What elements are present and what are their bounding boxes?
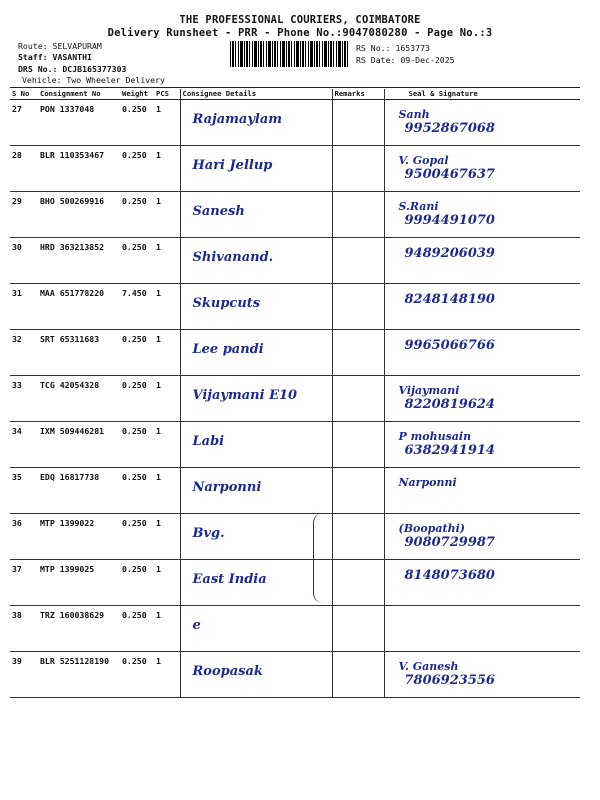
row-sno: 30 xyxy=(10,238,38,284)
header-divider xyxy=(10,87,580,88)
row-weight: 0.250 xyxy=(120,606,154,652)
row-consignment: HRD 363213852 xyxy=(38,238,120,284)
row-weight: 0.250 xyxy=(120,468,154,514)
signature-handwriting xyxy=(399,246,579,261)
signature-handwriting xyxy=(399,292,579,307)
signature-name: V. Ganesh xyxy=(398,660,459,673)
row-consignee xyxy=(180,468,332,514)
row-consignment: PON 1337048 xyxy=(38,100,120,146)
signature-phone: 9080729987 xyxy=(404,535,495,550)
row-sno: 38 xyxy=(10,606,38,652)
consignee-handwriting: Narponni xyxy=(192,480,262,495)
rs-no-line xyxy=(356,43,430,53)
row-pcs: 1 xyxy=(154,468,180,514)
signature-phone: 9489206039 xyxy=(404,246,495,261)
row-weight: 0.250 xyxy=(120,330,154,376)
table-body xyxy=(10,100,580,698)
consignee-handwriting: Bvg. xyxy=(192,526,225,541)
table-row xyxy=(10,100,580,146)
row-sno: 27 xyxy=(10,100,38,146)
row-sno: 34 xyxy=(10,422,38,468)
company-title: THE PROFESSIONAL COURIERS, COIMBATORE xyxy=(179,14,421,26)
consignee-handwriting: Skupcuts xyxy=(192,296,261,311)
row-remarks xyxy=(332,284,384,330)
signature-phone: 9952867068 xyxy=(404,121,495,136)
row-weight: 7.450 xyxy=(120,284,154,330)
drs-line xyxy=(18,64,126,74)
col-remarks: Remarks xyxy=(332,89,384,100)
signature-phone: 7806923556 xyxy=(404,673,495,688)
row-weight: 0.250 xyxy=(120,238,154,284)
consignee-handwriting: Rajamaylam xyxy=(192,112,283,127)
table-row xyxy=(10,238,580,284)
table-row xyxy=(10,514,580,560)
consignee-handwriting: Hari Jellup xyxy=(192,158,273,173)
signature-name: (Boopathi) xyxy=(398,522,465,535)
signature-name: V. Gopal xyxy=(398,154,449,167)
col-seal: Seal & Signature xyxy=(384,89,580,100)
row-consignee xyxy=(180,192,332,238)
row-weight: 0.250 xyxy=(120,192,154,238)
rs-no-value: 1653773 xyxy=(395,43,430,53)
col-consignee: Consignee Details xyxy=(180,89,332,100)
row-weight: 0.250 xyxy=(120,514,154,560)
row-consignment: SRT 65311683 xyxy=(38,330,120,376)
signature-name: Narponni xyxy=(398,476,457,489)
row-remarks xyxy=(332,330,384,376)
row-signature xyxy=(384,606,580,652)
row-remarks xyxy=(332,238,384,284)
table-row xyxy=(10,468,580,514)
row-pcs: 1 xyxy=(154,606,180,652)
row-remarks xyxy=(332,468,384,514)
signature-handwriting xyxy=(399,522,579,550)
row-signature xyxy=(384,514,580,560)
row-consignment: MAA 651778220 xyxy=(38,284,120,330)
col-pcs: PCS xyxy=(154,89,180,100)
row-pcs: 1 xyxy=(154,284,180,330)
rs-date-line xyxy=(356,55,455,65)
row-consignee xyxy=(180,238,332,284)
rs-no-label: RS No.: xyxy=(356,43,391,53)
table-row xyxy=(10,422,580,468)
row-remarks xyxy=(332,606,384,652)
consignee-handwriting: Shivanand. xyxy=(192,250,274,265)
row-pcs: 1 xyxy=(154,560,180,606)
row-consignment: BLR 110353467 xyxy=(38,146,120,192)
row-signature xyxy=(384,376,580,422)
staff-value: VASANTHI xyxy=(52,52,92,62)
table-row xyxy=(10,376,580,422)
row-pcs: 1 xyxy=(154,330,180,376)
row-weight: 0.250 xyxy=(120,376,154,422)
row-consignment: MTP 1399025 xyxy=(38,560,120,606)
row-sno: 35 xyxy=(10,468,38,514)
row-pcs: 1 xyxy=(154,652,180,698)
row-pcs: 1 xyxy=(154,376,180,422)
table-row xyxy=(10,652,580,698)
row-consignee xyxy=(180,284,332,330)
row-signature xyxy=(384,560,580,606)
row-remarks xyxy=(332,192,384,238)
signature-handwriting xyxy=(399,108,579,136)
drs-value: DCJB165377303 xyxy=(62,64,127,74)
row-consignee xyxy=(180,330,332,376)
row-consignment: EDQ 16817738 xyxy=(38,468,120,514)
signature-name: Vijaymani xyxy=(398,384,460,397)
row-signature xyxy=(384,652,580,698)
vehicle-line xyxy=(22,75,165,85)
row-consignee xyxy=(180,606,332,652)
row-signature xyxy=(384,238,580,284)
col-sno: S No xyxy=(10,89,38,100)
row-pcs: 1 xyxy=(154,514,180,560)
row-sno: 32 xyxy=(10,330,38,376)
row-consignment: TCG 42054328 xyxy=(38,376,120,422)
row-pcs: 1 xyxy=(154,100,180,146)
row-consignee xyxy=(180,146,332,192)
signature-handwriting xyxy=(399,476,579,489)
row-remarks xyxy=(332,376,384,422)
row-weight: 0.250 xyxy=(120,652,154,698)
signature-phone: 9965066766 xyxy=(404,338,495,353)
row-pcs: 1 xyxy=(154,238,180,284)
signature-handwriting xyxy=(399,200,579,228)
row-weight: 0.250 xyxy=(120,100,154,146)
runsheet-table xyxy=(10,89,580,698)
table-row xyxy=(10,192,580,238)
row-weight: 0.250 xyxy=(120,146,154,192)
signature-bracket xyxy=(313,513,326,603)
row-remarks xyxy=(332,100,384,146)
consignee-handwriting: Vijaymani E10 xyxy=(192,388,298,403)
vehicle-label: Vehicle: xyxy=(22,75,62,85)
row-consignee xyxy=(180,514,332,560)
row-pcs: 1 xyxy=(154,422,180,468)
row-signature xyxy=(384,422,580,468)
signature-name: S.Rani xyxy=(398,200,439,213)
signature-name: Sanh xyxy=(398,108,430,121)
row-signature xyxy=(384,330,580,376)
signature-phone: 9500467637 xyxy=(404,167,495,182)
route-value: SELVAPURAM xyxy=(52,41,102,51)
signature-handwriting xyxy=(399,154,579,182)
row-sno: 33 xyxy=(10,376,38,422)
signature-phone: 9994491070 xyxy=(404,213,495,228)
row-consignment: TRZ 160038629 xyxy=(38,606,120,652)
consignee-handwriting: Sanesh xyxy=(192,204,245,219)
row-sno: 36 xyxy=(10,514,38,560)
signature-name: P mohusain xyxy=(398,430,472,443)
row-consignment: MTP 1399022 xyxy=(38,514,120,560)
row-signature xyxy=(384,192,580,238)
route-label: Route: xyxy=(18,41,48,51)
row-signature xyxy=(384,468,580,514)
staff-label: Staff: xyxy=(18,52,48,62)
row-consignee xyxy=(180,376,332,422)
rs-date-label: RS Date: xyxy=(356,55,396,65)
row-consignee xyxy=(180,652,332,698)
row-consignee xyxy=(180,100,332,146)
row-remarks xyxy=(332,146,384,192)
row-sno: 39 xyxy=(10,652,38,698)
row-signature xyxy=(384,284,580,330)
staff-line xyxy=(18,52,92,62)
runsheet-subtitle: Delivery Runsheet - PRR - Phone No.:9047080280 - Page No.:3 xyxy=(107,27,493,39)
table-row xyxy=(10,284,580,330)
row-signature xyxy=(384,146,580,192)
vehicle-value: Two Wheeler Delivery xyxy=(66,75,165,85)
route-line xyxy=(18,41,102,51)
signature-handwriting xyxy=(399,568,579,583)
row-remarks xyxy=(332,560,384,606)
signature-phone: 8248148190 xyxy=(404,292,495,307)
table-row xyxy=(10,606,580,652)
consignee-handwriting: Labi xyxy=(192,434,225,449)
row-sno: 28 xyxy=(10,146,38,192)
row-consignee xyxy=(180,560,332,606)
row-sno: 29 xyxy=(10,192,38,238)
rs-date-value: 09-Dec-2025 xyxy=(400,55,455,65)
signature-handwriting xyxy=(399,338,579,353)
consignee-handwriting: Lee pandi xyxy=(192,342,264,357)
row-remarks xyxy=(332,422,384,468)
table-row xyxy=(10,560,580,606)
table-row xyxy=(10,146,580,192)
row-pcs: 1 xyxy=(154,146,180,192)
row-weight: 0.250 xyxy=(120,422,154,468)
row-sno: 31 xyxy=(10,284,38,330)
consignee-handwriting: Roopasak xyxy=(192,664,263,679)
row-remarks xyxy=(332,514,384,560)
consignee-handwriting: e xyxy=(192,618,201,633)
row-consignment: BLR 5251128190 xyxy=(38,652,120,698)
signature-handwriting xyxy=(399,384,579,412)
drs-label: DRS No.: xyxy=(18,64,58,74)
barcode xyxy=(230,41,350,67)
signature-handwriting xyxy=(399,660,579,688)
col-consignment: Consignment No xyxy=(38,89,120,100)
signature-phone: 6382941914 xyxy=(404,443,495,458)
signature-phone: 8220819624 xyxy=(404,397,495,412)
row-signature xyxy=(384,100,580,146)
table-header-row xyxy=(10,89,580,100)
row-pcs: 1 xyxy=(154,192,180,238)
signature-handwriting xyxy=(399,430,579,458)
consignee-handwriting: East India xyxy=(192,572,267,587)
signature-phone: 8148073680 xyxy=(404,568,495,583)
row-remarks xyxy=(332,652,384,698)
row-sno: 37 xyxy=(10,560,38,606)
table-row xyxy=(10,330,580,376)
row-weight: 0.250 xyxy=(120,560,154,606)
col-weight: Weight xyxy=(120,89,154,100)
row-consignment: BHO 500269916 xyxy=(38,192,120,238)
row-consignee xyxy=(180,422,332,468)
row-consignment: IXM 509446281 xyxy=(38,422,120,468)
